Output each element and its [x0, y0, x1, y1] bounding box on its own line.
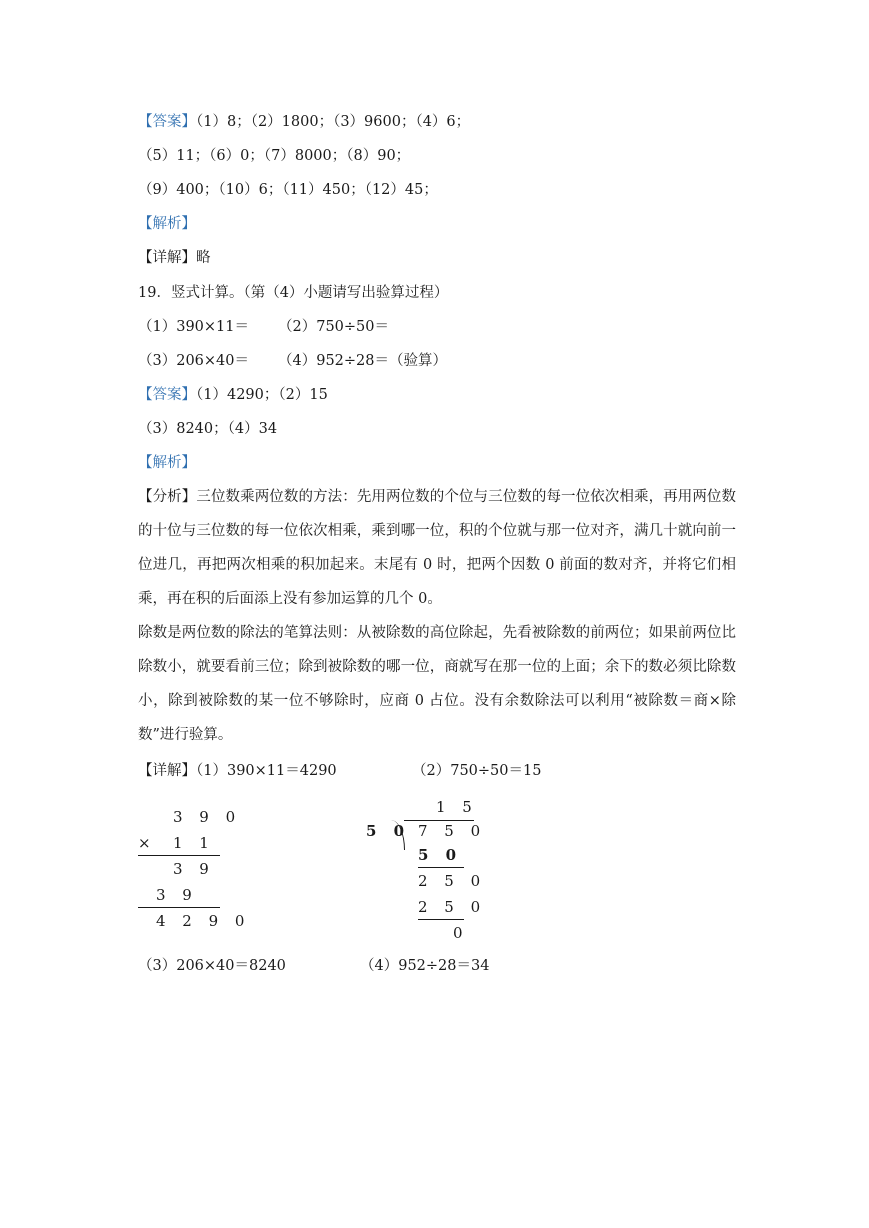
question-part-3: （3）206×40＝ [138, 353, 250, 369]
detail2-eq3: （3）206×40＝8240 [138, 958, 286, 974]
div-remainder: 0 [453, 924, 469, 942]
answer-text: （1）8；（2）1800；（3）9600；（4）6； [196, 114, 471, 130]
div-quotient: 1 5 [436, 798, 478, 816]
analysis-paragraph-2: 除数是两位数的除法的笔算法则：从被除数的高位除起，先看被除数的前两位；如果前两位比除数小，就要看前三位；除到被除数的哪一位，商就写在那一位的上面；余下的数必须比除数小，除到被除数的某一位不够除时，应商 0 占位。没有余数除法可以利用“被除数＝商×除数”进行验算。 [138, 625, 736, 743]
detail2-line [138, 761, 337, 781]
mult-rule-1 [138, 855, 220, 856]
answer-tag: 【答案】 [138, 114, 196, 130]
div-step-3: 2 5 0 [418, 898, 487, 916]
answer-line-3: （9）400；（10）6；（11）450；（12）45； [138, 182, 438, 198]
detail2-tag: 【详解】 [138, 763, 196, 779]
div-step-2: 2 5 0 [418, 872, 487, 890]
analysis-tag: 【解析】 [138, 216, 196, 232]
answer-line-2: （5）11；（6）0；（7）8000；（8）90； [138, 148, 411, 164]
fenxi-text-1: 三位数乘两位数的方法：先用两位数的个位与三位数的每一位依次相乘，再用两位数的十位与三位数的每一位依次相乘，乘到哪一位，积的个位就与那一位对齐，满几十就向前一位进几，再把两次相乘的积加起来。末尾有 0 时，把两个因数 0 前面的数对齐，并将它们相乘，再在积的后面添上没有参加运算的几个 0。 [138, 489, 737, 607]
mult-row-partial-2: 3 9 [156, 886, 198, 904]
answer2-tag: 【答案】 [138, 387, 196, 403]
answer2-line-2: （3）8240；（4）34 [138, 421, 278, 437]
times-sign: × [138, 834, 151, 852]
detail2-eq2: （2）750÷50＝15 [412, 763, 542, 779]
question-part-4: （4）952÷28＝（验算） [278, 353, 448, 369]
div-dividend: 7 5 0 [418, 822, 487, 840]
div-rule-1 [418, 867, 464, 868]
answer2-line-1 [138, 385, 328, 405]
detail-tag: 【详解】 [138, 250, 196, 266]
mult-row-product: 4 2 9 0 [156, 912, 251, 930]
mult-rule-2 [138, 907, 220, 908]
detail2-eq4: （4）952÷28＝34 [360, 958, 490, 974]
question-part-1: （1）390×11＝ [138, 319, 250, 335]
answer2-text: （1）4290；（2）15 [196, 387, 328, 403]
div-step-1: 5 0 [418, 846, 463, 864]
question-title: 19．竖式计算。（第（4）小题请写出验算过程） [138, 285, 449, 301]
analysis-paragraph-1 [138, 480, 736, 616]
div-divisor: 5 0 [366, 822, 411, 840]
question-part-2: （2）750÷50＝ [278, 319, 390, 335]
detail-text: 略 [196, 250, 211, 266]
mult-row-multiplicand: 3 9 0 [173, 808, 242, 826]
mult-row-partial-1: 3 9 [173, 860, 215, 878]
detail-line [138, 248, 211, 268]
fenxi-tag: 【分析】 [138, 489, 197, 505]
answer-line-1 [138, 112, 470, 132]
detail2-eq1: （1）390×11＝4290 [196, 763, 337, 779]
analysis2-tag: 【解析】 [138, 455, 196, 471]
mult-row-multiplier: 1 1 [173, 834, 215, 852]
div-top-rule [404, 820, 474, 821]
div-rule-2 [418, 919, 464, 920]
